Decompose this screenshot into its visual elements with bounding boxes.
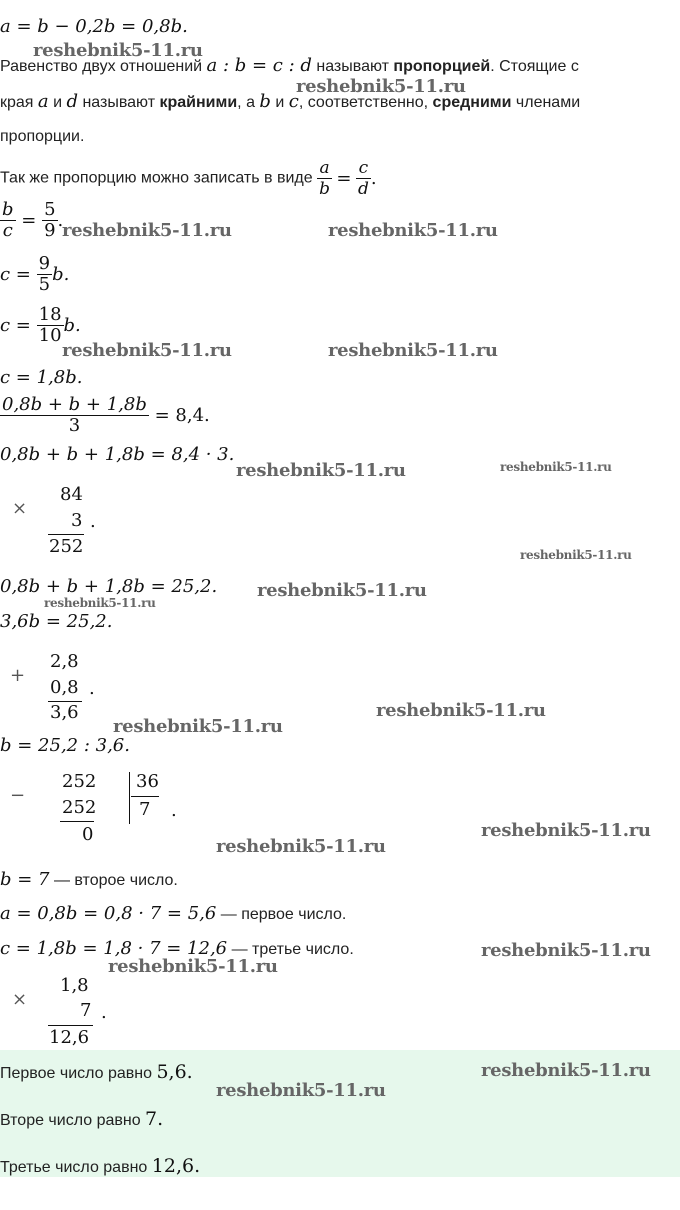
equation-mean: $\frac{0,8b + b + 1,8b}{3}$ = 8,4. [2,394,210,436]
watermark: reshebnik5-11.ru [216,1080,386,1101]
watermark: reshebnik5-11.ru [481,820,651,841]
watermark: reshebnik5-11.ru [62,340,232,361]
watermark: reshebnik5-11.ru [500,460,612,474]
watermark: reshebnik5-11.ru [520,548,632,562]
watermark: reshebnik5-11.ru [33,40,203,61]
result-first: a = 0,8b = 0,8 · 7 = 5,6 — первое число. [0,903,347,924]
alt-notation: Так же пропорцию можно записать в виде $\frac{a}{b}$ = $\frac{c}{d}$ . [0,158,377,199]
equation-sum-result: 0,8b + b + 1,8b = 25,2. [0,576,218,597]
watermark: reshebnik5-11.ru [44,596,156,610]
answer-third: Третье число равно 12,6. [0,1155,201,1177]
watermark: reshebnik5-11.ru [481,1060,651,1081]
definition-line-1: Равенство двух отношений a : b = c : d называют пропорцией. Стоящие с [0,55,579,76]
watermark: reshebnik5-11.ru [216,836,386,857]
definition-line-2: края a и d называют крайними, а b и c, соответственно, средними членами [0,91,581,112]
equation-36b: 3,6b = 25,2. [0,611,113,632]
equation-sum: 0,8b + b + 1,8b = 8,4 · 3. [0,444,235,465]
watermark: reshebnik5-11.ru [113,716,283,737]
definition-line-3: пропорции. [0,128,85,145]
watermark: reshebnik5-11.ru [236,460,406,481]
equation-c3: c = 1,8b. [0,367,83,388]
watermark: reshebnik5-11.ru [62,220,232,241]
watermark: reshebnik5-11.ru [481,940,651,961]
watermark: reshebnik5-11.ru [257,580,427,601]
watermark: reshebnik5-11.ru [328,220,498,241]
equation-c1: c = $\frac{9}{5}$ b. [0,253,70,295]
result-third: c = 1,8b = 1,8 · 7 = 12,6 — третье число. [0,938,354,959]
result-second: b = 7 — второе число. [0,869,178,890]
watermark: reshebnik5-11.ru [328,340,498,361]
answer-second: Вторе число равно 7. [0,1108,164,1130]
watermark: reshebnik5-11.ru [296,76,466,97]
watermark: reshebnik5-11.ru [108,956,278,977]
equation-b: b = 25,2 : 3,6. [0,735,130,756]
equation-ratio: $\frac{b}{c}$ = $\frac{5}{9}$ . [2,199,64,241]
answer-first: Первое число равно 5,6. [0,1061,193,1083]
equation-c2: c = $\frac{18}{10}$ b. [0,304,81,346]
watermark: reshebnik5-11.ru [376,700,546,721]
equation-a: a = b − 0,2b = 0,8b. [0,16,188,37]
